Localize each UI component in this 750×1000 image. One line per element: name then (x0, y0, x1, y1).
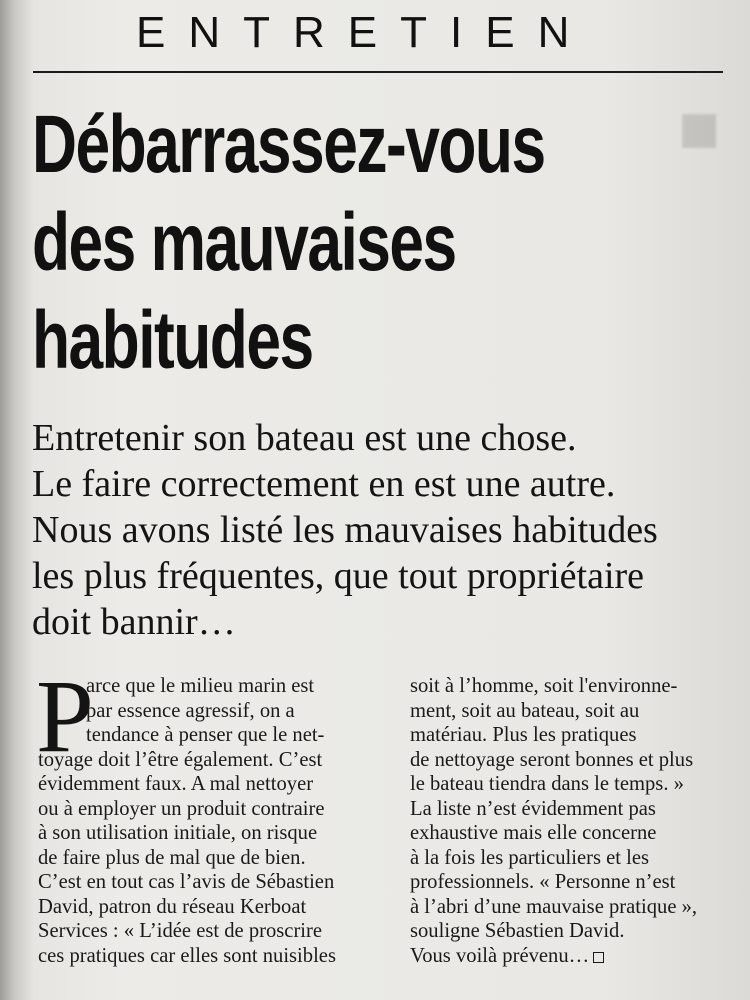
body-line: à l’abri d’une mauvaise pratique », (410, 895, 698, 918)
body-line: exhaustive mais elle concerne (410, 822, 657, 844)
body-line: à la fois les particuliers et les (410, 846, 650, 869)
body-line: David, patron du réseau Kerboat (38, 895, 307, 918)
body-line: par essence agressif, on a (86, 699, 295, 722)
section-rule (33, 71, 723, 73)
body-line: La liste n’est évidemment pas (410, 797, 656, 820)
body-column-left (36, 659, 383, 968)
body-line: professionnels. « Personne n’est (410, 871, 676, 893)
end-of-article-icon (593, 952, 604, 963)
body-line: Services : « L’idée est de proscrire (38, 920, 323, 942)
body-line: Vous voilà prévenu… (410, 944, 590, 967)
headline-line: habitudes (32, 295, 313, 386)
body-line: évidemment faux. A mal nettoyer (38, 773, 314, 795)
body-line: à son utilisation initiale, on risque (38, 822, 318, 844)
body-line: ces pratiques car elles sont nuisibles (38, 944, 336, 967)
body-line: soit à l’homme, soit l'environne- (410, 675, 678, 697)
body-line: matériau. Plus les pratiques (410, 724, 637, 746)
drop-cap: P (36, 659, 94, 774)
lead-paragraph (32, 415, 742, 645)
lead-line: Entretenir son bateau est une chose. (32, 417, 577, 459)
section-label: ENTRETIEN (136, 8, 593, 57)
body-line: C’est en tout cas l’avis de Sébastien (38, 871, 335, 893)
lead-line: les plus fréquentes, que tout propriétaire (32, 555, 645, 597)
body-line: toyage doit l’être également. C’est (38, 748, 323, 771)
body-line: souligne Sébastien David. (410, 920, 625, 942)
lead-line: doit bannir… (32, 601, 236, 643)
body-line: le bateau tiendra dans le temps. » (410, 773, 684, 795)
lead-line: Le faire correctement en est une autre. (32, 463, 616, 505)
body-line: ment, soit au bateau, soit au (410, 699, 640, 722)
headline-line: des mauvaises (32, 197, 456, 288)
body-line: ou à employer un produit contraire (38, 797, 325, 820)
headline (32, 96, 731, 390)
body-line: arce que le milieu marin est (86, 675, 315, 697)
body-line: tendance à penser que le net- (86, 724, 325, 746)
headline-line: Débarrassez-vous (32, 99, 545, 190)
lead-line: Nous avons listé les mauvaises habitudes (32, 509, 658, 551)
body-line: de nettoyage seront bonnes et plus (410, 748, 694, 771)
body-column-right (410, 674, 745, 968)
body-last-line (410, 944, 745, 969)
show-through-text: ■ (678, 89, 721, 167)
body-line: de faire plus de mal que de bien. (38, 846, 306, 869)
